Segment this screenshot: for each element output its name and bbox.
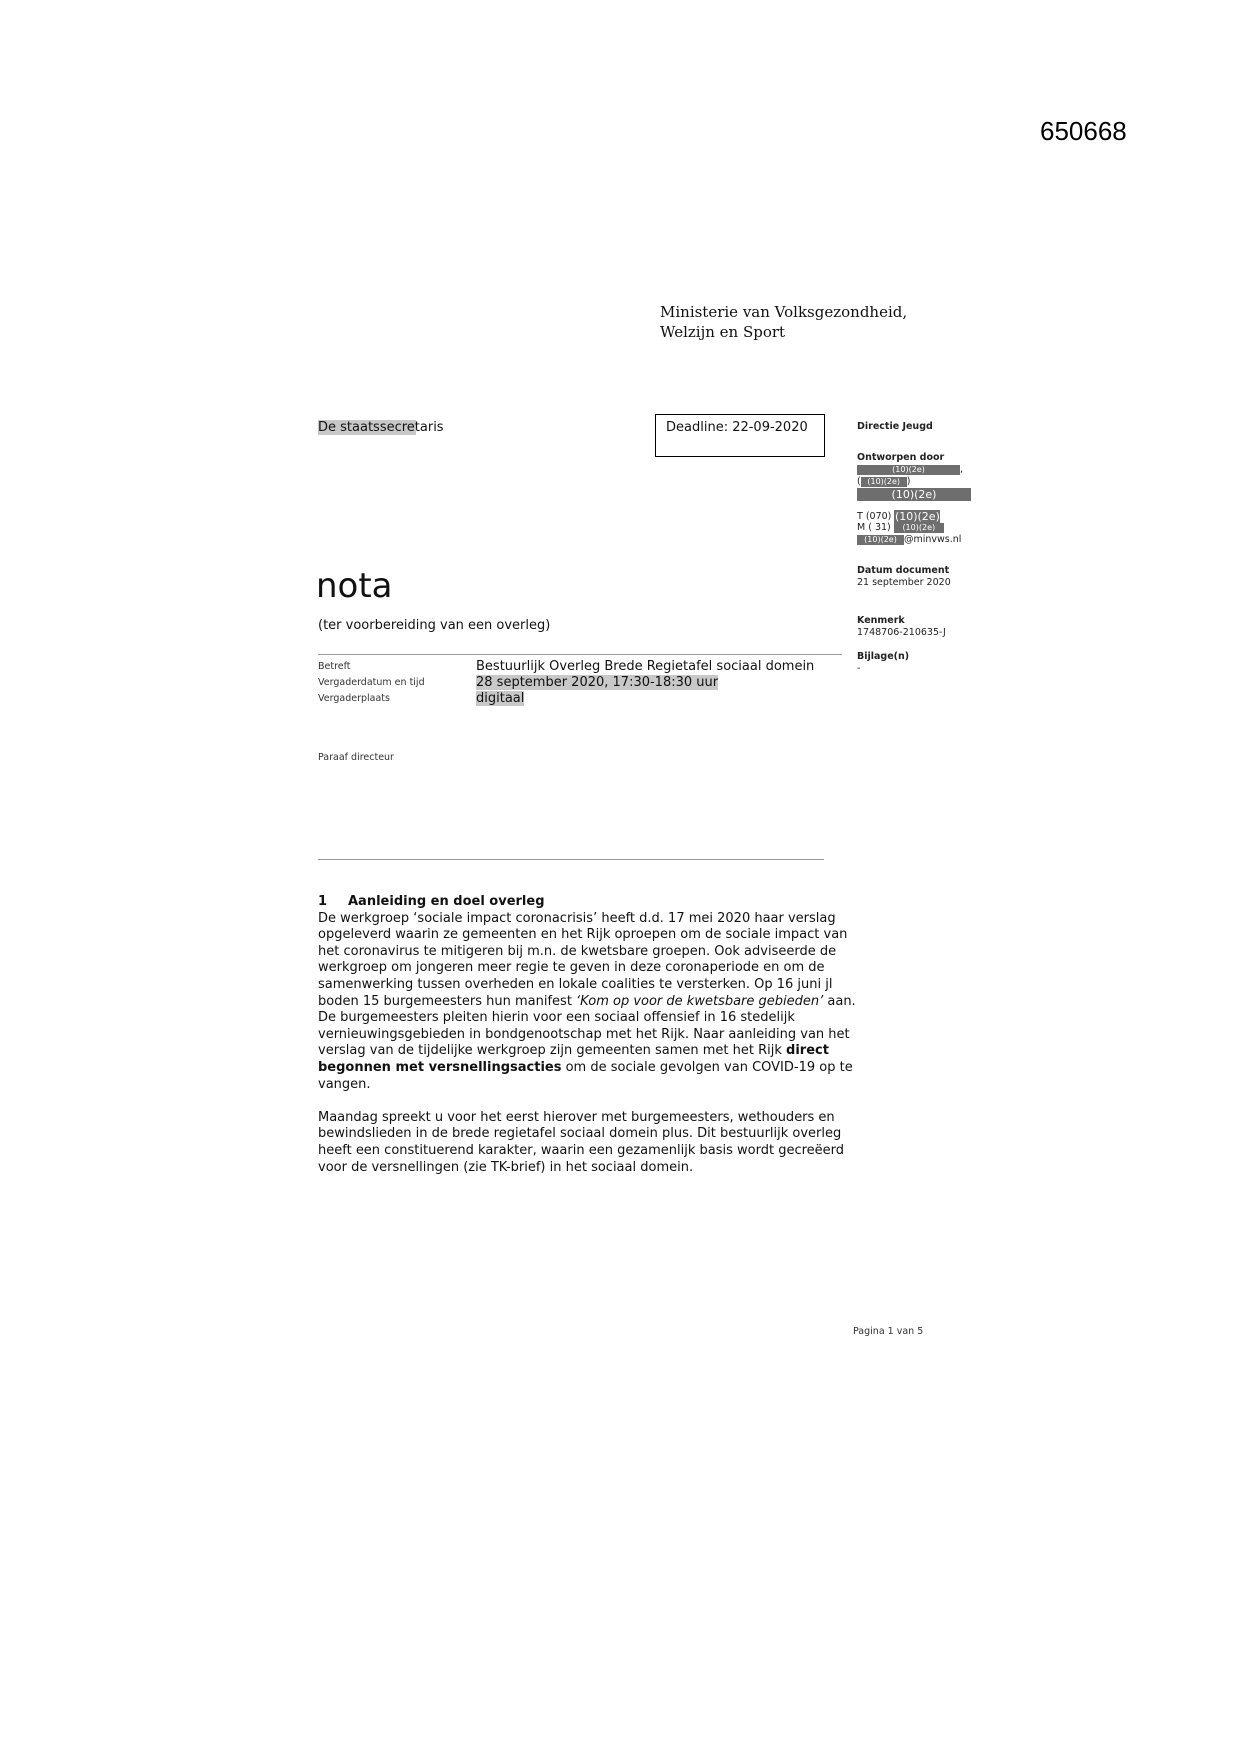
phone-t-label: T (070)	[857, 511, 892, 522]
ministry-line-1: Ministerie van Volksgezondheid,	[660, 303, 908, 321]
section-heading-text: Aanleiding en doel overleg	[348, 894, 545, 909]
kenmerk-value: 1748706-210635-J	[857, 627, 946, 638]
deadline-text: Deadline: 22-09-2020	[666, 420, 808, 435]
vergaderdatum-label: Vergaderdatum en tijd	[318, 676, 425, 688]
section-aanleiding	[318, 894, 856, 1176]
text-run: aan.	[823, 993, 856, 1009]
meta-row-datum	[318, 674, 842, 690]
paragraph-1	[318, 910, 856, 1094]
text-line: De burgemeesters pleiten hierin voor een sociaal offensief in 16 stedelijk	[318, 1010, 795, 1026]
betreft-label: Betreft	[318, 660, 351, 672]
text-line: opgeleverd waarin ze gemeenten en het Rijk oproepen om de sociale impact van	[318, 927, 848, 943]
ministry-logo-text	[660, 302, 907, 342]
page-number: Pagina 1 van 5	[853, 1326, 924, 1337]
paragraph-2	[318, 1110, 848, 1176]
document-number: 650668	[1040, 116, 1127, 146]
addressee	[318, 420, 444, 435]
section-number: 1	[318, 894, 328, 909]
bijlage-value: -	[857, 663, 861, 674]
bold-text: begonnen met versnellingsacties	[318, 1059, 562, 1075]
text-line: bewindslieden in de brede regietafel sociaal domein plus. Dit bestuurlijk overleg	[318, 1126, 842, 1142]
text-line: werkgroep om jongeren meer regie te geven in deze coronaperiode en om de	[318, 960, 825, 976]
deadline-box	[655, 414, 825, 457]
ministry-line-2: Welzijn en Sport	[660, 323, 786, 341]
redaction-block: (10)(2e)	[861, 477, 907, 487]
kenmerk-label: Kenmerk	[857, 615, 905, 626]
meta-row-plaats	[318, 690, 842, 706]
redaction-block: (10)(2e)	[857, 488, 971, 501]
text-line: vangen.	[318, 1076, 371, 1092]
text-line	[318, 993, 856, 1011]
vergaderdatum-value: 28 september 2020, 17:30-18:30 uur	[476, 674, 719, 690]
datum-label: Datum document	[857, 565, 950, 576]
text-line: samenwerking tussen overheden en lokale coalities te versterken. Op 16 juni jl	[318, 976, 833, 992]
text-line: het coronavirus te mitigeren bij m.n. de kwetsbare groepen. Ook adviseerde de	[318, 943, 837, 959]
redaction-block: (10)(2e)	[857, 535, 904, 545]
meeting-meta	[318, 658, 842, 706]
meta-row-betreft	[318, 658, 842, 674]
text-line: De werkgroep ‘sociale impact coronacrisis’ heeft d.d. 17 mei 2020 haar verslag	[318, 910, 836, 926]
meta-divider	[318, 654, 842, 655]
text-line	[318, 1043, 848, 1060]
vergaderplaats-value: digitaal	[476, 690, 525, 706]
manifest-title: ‘Kom op voor de kwetsbare gebieden’	[576, 993, 824, 1009]
betreft-value: Bestuurlijk Overleg Brede Regietafel sociaal domein	[476, 658, 815, 674]
text-line	[318, 1059, 853, 1077]
redaction-block: (10)(2e)	[894, 523, 944, 533]
text-run: boden 15 burgemeesters hun manifest	[318, 993, 577, 1009]
redaction-block: (10)(2e)	[894, 510, 940, 523]
bijlage-label: Bijlage(n)	[857, 651, 910, 662]
document-title: nota	[316, 566, 393, 606]
colophon-directie	[857, 421, 933, 433]
vergaderplaats-label: Vergaderplaats	[318, 692, 390, 704]
ontworpen-label: Ontworpen door	[857, 452, 945, 463]
colophon-contact	[857, 510, 961, 546]
colophon-kenmerk	[857, 615, 946, 639]
phone-m-label: M ( 31)	[857, 522, 891, 533]
text-run: om de sociale gevolgen van COVID-19 op te	[561, 1059, 853, 1075]
section-heading	[318, 894, 848, 911]
colophon-datum	[857, 565, 951, 589]
text-line: heeft een constituerend karakter, waarin een gezamenlijk basis wordt gecreëerd	[318, 1142, 845, 1158]
colophon-ontworpen: Ontworpen door (10)(2e) , ( (10)(2e) ) (10)(2e)	[857, 452, 971, 502]
email-suffix: @minvws.nl	[904, 534, 962, 545]
directie-label: Directie Jeugd	[857, 421, 933, 432]
text-line: Maandag spreekt u voor het eerst hierover met burgemeesters, wethouders en	[318, 1109, 835, 1125]
colophon-bijlage	[857, 651, 909, 675]
paraaf-directeur: Paraaf directeur	[318, 752, 394, 763]
section-divider	[318, 859, 824, 860]
text-line: voor de versnellingen (zie TK-brief) in het sociaal domein.	[318, 1159, 694, 1175]
text-run: verslag van de tijdelijke werkgroep zijn gemeenten samen met het Rijk	[318, 1043, 787, 1059]
addressee-text: De staatssecretaris	[318, 420, 444, 435]
datum-value: 21 september 2020	[857, 577, 951, 588]
document-subtitle: (ter voorbereiding van een overleg)	[318, 618, 551, 633]
bold-text: direct	[786, 1043, 829, 1059]
redaction-block: (10)(2e)	[857, 465, 960, 475]
text-line: vernieuwingsgebieden in bondgenootschap met het Rijk. Naar aanleiding van het	[318, 1026, 850, 1042]
